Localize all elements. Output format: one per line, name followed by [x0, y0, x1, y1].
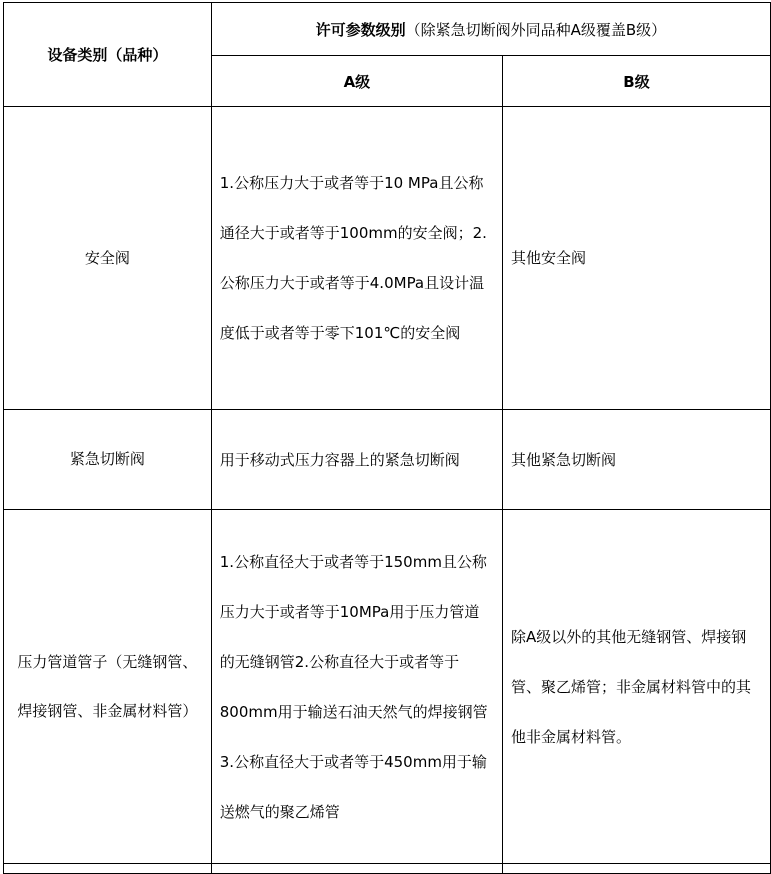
table-row	[4, 107, 771, 410]
row-a-level: 1.公称直径大于或者等于150mm且公称压力大于或者等于10MPa用于压力管道的无缝钢管2.公称直径大于或者等于800mm用于输送石油天然气的焊接钢管3.公称直径大于或者等于450mm用于输送燃气的聚乙烯管	[211, 510, 502, 864]
row-category: 紧急切断阀	[4, 410, 212, 510]
header-row	[4, 3, 771, 56]
header-parameter-level	[211, 3, 770, 56]
license-parameter-table	[3, 2, 771, 874]
row-b-level: 其他安全阀	[503, 107, 771, 410]
table-row	[4, 510, 771, 864]
header-category: 设备类别（品种）	[4, 3, 212, 107]
header-parameter-main: 许可参数级别	[315, 20, 406, 39]
row-a-level: 1.公称压力大于或者等于10 MPa且公称通径大于或者等于100mm的安全阀；2.公称压力大于或者等于4.0MPa且设计温度低于或者等于零下101℃的安全阀	[211, 107, 502, 410]
row-b-level: 除A级以外的其他无缝钢管、焊接钢管、聚乙烯管；非金属材料管中的其他非金属材料管。	[503, 510, 771, 864]
table-row	[4, 410, 771, 510]
row-category: 压力管道管子（无缝钢管、焊接钢管、非金属材料管）	[4, 510, 212, 864]
row-b-level: 其他紧急切断阀	[503, 410, 771, 510]
row-category: 安全阀	[4, 107, 212, 410]
row-a-level: 用于移动式压力容器上的紧急切断阀	[211, 410, 502, 510]
header-grade-a: A级	[211, 56, 502, 107]
header-parameter-note: （除紧急切断阀外同品种A级覆盖B级）	[405, 20, 667, 39]
header-grade-b: B级	[503, 56, 771, 107]
table-row-cutoff	[4, 864, 771, 874]
